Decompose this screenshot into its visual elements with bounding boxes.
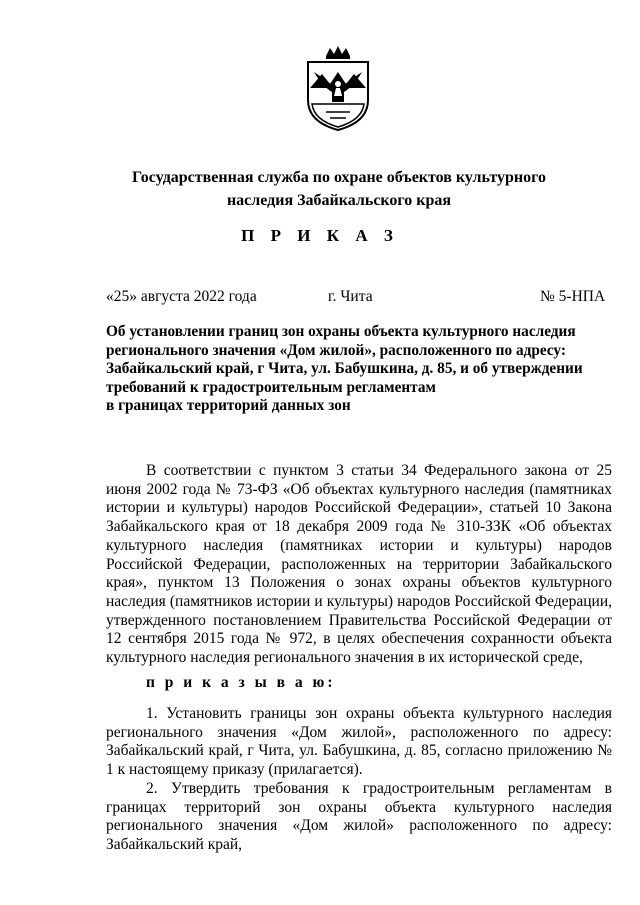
coat-of-arms-emblem — [300, 42, 376, 134]
organization-name — [100, 166, 578, 212]
subject-line: Забайкальский край, г Чита, ул. Бабушкина, д. 85, и об утверждении — [106, 360, 583, 377]
org-line-2: наследия Забайкальского края — [226, 192, 452, 209]
document-date: «25» августа 2022 года — [106, 288, 257, 305]
org-line-1: Государственная служба по охране объектов культурного — [132, 169, 546, 186]
order-item-1: 1. Установить границы зон охраны объекта культурного наследия регионального значения «Дом жилой», расположенного по адресу: Забайкальский край, г Чита, ул. Бабушкина, д. 85, согласно приложению № 1 к настоящему приказу (прилагается). — [106, 705, 612, 779]
order-items — [106, 705, 612, 855]
subject-line: Об установлении границ зон охраны объекта культурного наследия — [106, 323, 576, 340]
preamble-paragraph — [106, 462, 612, 668]
document-subject — [106, 323, 586, 416]
order-word: п р и к а з ы в а ю: — [146, 674, 336, 691]
subject-line: в границах территорий данных зон — [106, 397, 351, 414]
document-city: г. Чита — [328, 288, 373, 305]
document-number: № 5-НПА — [540, 288, 606, 305]
subject-line: регионального значения «Дом жилой», расположенного по адресу: — [106, 341, 566, 359]
preamble-text: В соответствии с пунктом 3 статьи 34 Федерального закона от 25 июня 2002 года № 73-ФЗ «Об объектах культурного наследия (памятниках истории и культуры) народов Российской Федерации», статьей 10 Закона Забайкальского края от 18 декабря 2009 года № 310-ЗЗК «Об объектах культурного наследия (памятниках истории и культуры) народов Российской Федерации, расположенных на территории Забайкальского края», пунктом 13 Положения о зонах охраны объектов культурного наследия (памятников истории и культуры) народов Российской Федерации, утвержденного постановлением Правительства Российской Федерации от 12 сентября 2015 года № 972, в целях обеспечения сохранности объекта культурного наследия регионального значения в их исторической среде, — [106, 462, 612, 667]
document-type-title: П Р И К А З — [241, 226, 399, 245]
subject-line: требований к градостроительным регламентам — [106, 378, 436, 396]
order-item-2: 2. Утвердить требования к градостроительным регламентам в границах территорий зон охраны объекта культурного наследия регионального значения «Дом жилой» расположенного по адресу: Забайкальский край, — [106, 779, 612, 853]
